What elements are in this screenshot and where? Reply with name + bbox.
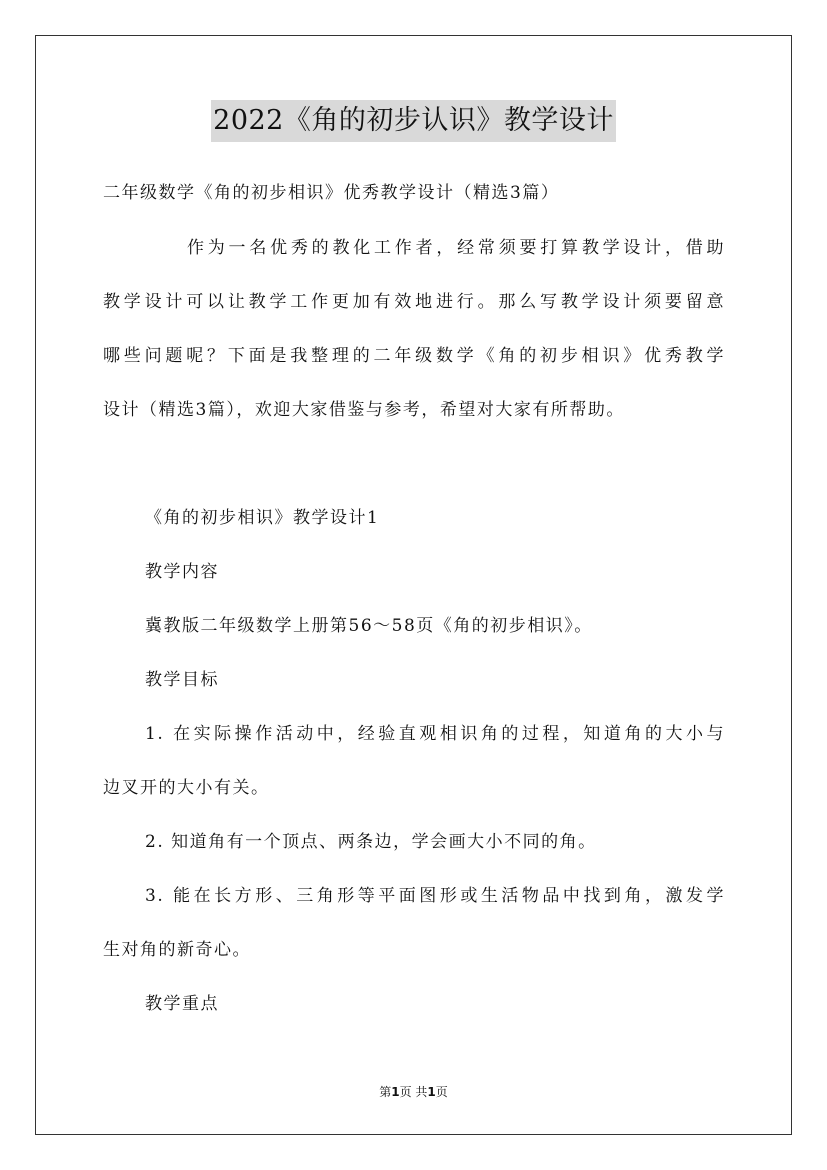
intro-line-1: 作为一名优秀的教化工作者，经常须要打算教学设计，借助 (187, 238, 725, 258)
key-points-heading: 教学重点 (145, 994, 219, 1014)
content-text: 冀教版二年级数学上册第56～58页《角的初步相识》。 (145, 616, 593, 636)
section-heading-1: 《角的初步相识》教学设计1 (145, 508, 380, 528)
goal-3-line-1: 3. 能在长方形、三角形等平面图形或生活物品中找到角，激发学 (145, 886, 725, 906)
footer-page-suffix: 页 (435, 1085, 448, 1099)
intro-line-4: 设计（精选3篇），欢迎大家借鉴与参考，希望对大家有所帮助。 (103, 400, 625, 420)
intro-line-3: 哪些问题呢？下面是我整理的二年级数学《角的初步相识》优秀教学 (103, 346, 725, 366)
footer-page-mid: 页 共 (399, 1085, 428, 1099)
content-heading: 教学内容 (145, 562, 219, 582)
goal-1-line-1: 1. 在实际操作活动中，经验直观相识角的过程，知道角的大小与 (145, 724, 725, 744)
document-title: 2022《角的初步认识》教学设计 (211, 100, 616, 142)
intro-line-2: 教学设计可以让教学工作更加有效地进行。那么写教学设计须要留意 (103, 292, 725, 312)
document-subtitle: 二年级数学《角的初步相识》优秀教学设计（精选3篇） (103, 183, 560, 203)
title-container (0, 100, 827, 142)
goal-1-line-2: 边叉开的大小有关。 (103, 778, 270, 798)
footer-page-total: 1 (427, 1085, 436, 1099)
goal-3-line-2: 生对角的新奇心。 (103, 940, 251, 960)
goals-heading: 教学目标 (145, 670, 219, 690)
footer-page-prefix: 第 (379, 1085, 392, 1099)
footer-page-current: 1 (391, 1085, 400, 1099)
goal-2: 2. 知道角有一个顶点、两条边，学会画大小不同的角。 (145, 832, 597, 852)
page-footer (0, 1083, 827, 1101)
